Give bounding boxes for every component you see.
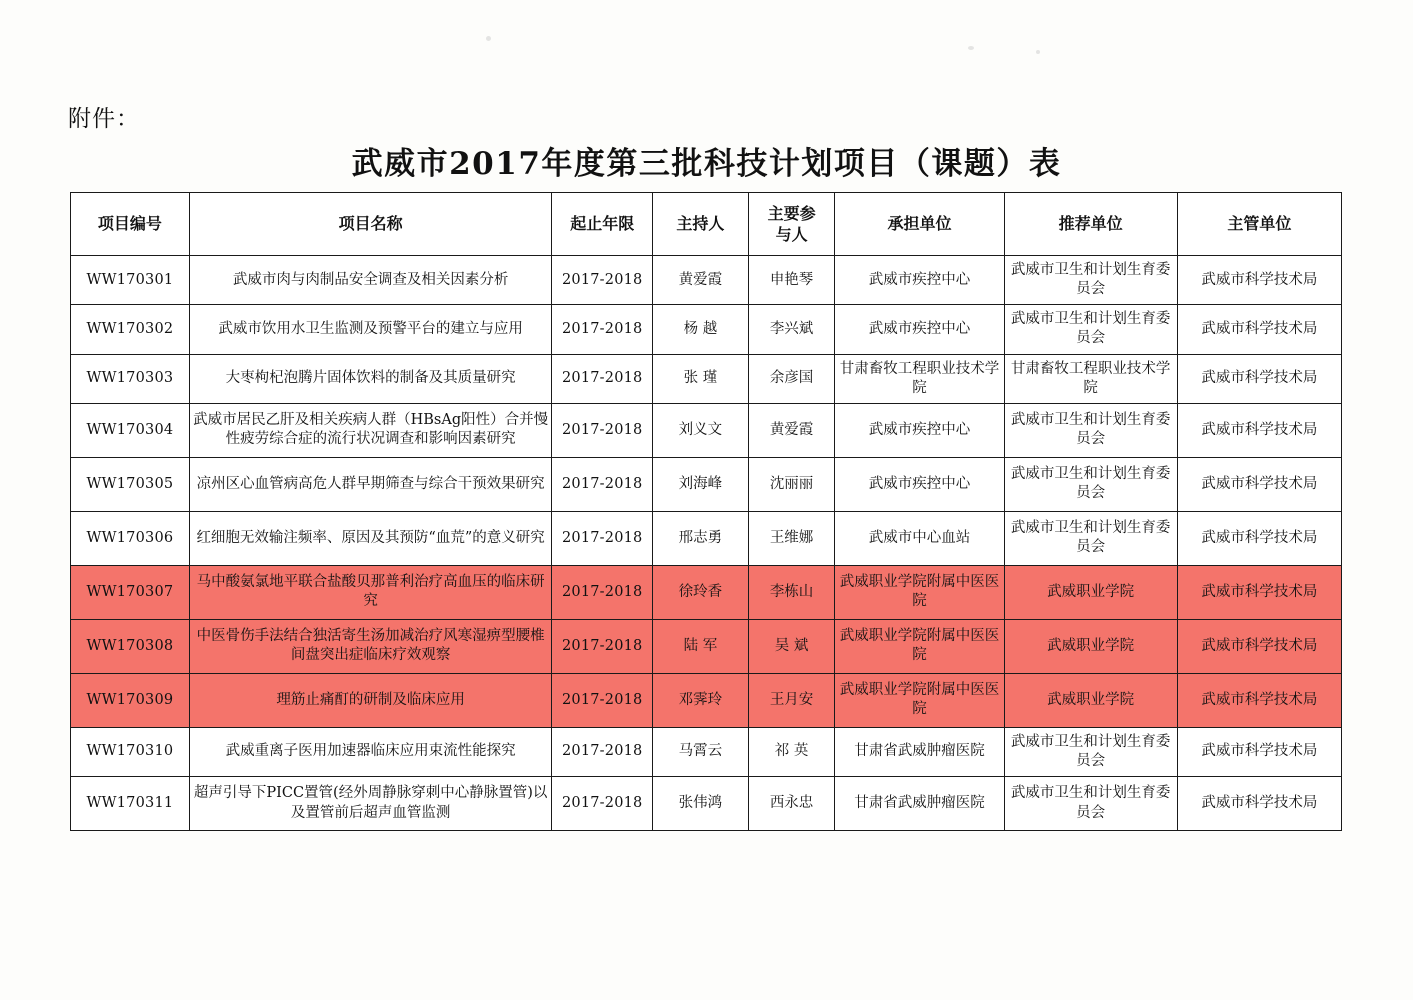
scan-speck — [486, 36, 491, 41]
cell-host: 徐玲香 — [653, 565, 749, 619]
cell-code: WW170311 — [71, 777, 190, 831]
table-row — [71, 777, 1342, 831]
cell-years: 2017-2018 — [552, 354, 653, 403]
cell-supervising: 武威市科学技术局 — [1177, 673, 1341, 727]
cell-recommending: 武威市卫生和计划生育委员会 — [1004, 305, 1177, 354]
cell-recommending: 武威职业学院 — [1004, 619, 1177, 673]
cell-host: 杨 越 — [653, 305, 749, 354]
table-row — [71, 727, 1342, 776]
cell-participant: 李栋山 — [748, 565, 835, 619]
cell-supervising: 武威市科学技术局 — [1177, 457, 1341, 511]
cell-undertaking: 武威市疾控中心 — [835, 457, 1004, 511]
table-row — [71, 354, 1342, 403]
table-row — [71, 511, 1342, 565]
cell-supervising: 武威市科学技术局 — [1177, 565, 1341, 619]
cell-supervising: 武威市科学技术局 — [1177, 619, 1341, 673]
table-row-highlighted — [71, 619, 1342, 673]
cell-name: 武威市居民乙肝及相关疾病人群（HBsAg阳性）合并慢性疲劳综合症的流行状况调查和影响因素研究 — [189, 403, 552, 457]
cell-code: WW170310 — [71, 727, 190, 776]
cell-host: 刘海峰 — [653, 457, 749, 511]
cell-undertaking: 甘肃畜牧工程职业技术学院 — [835, 354, 1004, 403]
cell-years: 2017-2018 — [552, 305, 653, 354]
cell-participant: 王月安 — [748, 673, 835, 727]
cell-participant: 吴 斌 — [748, 619, 835, 673]
cell-supervising: 武威市科学技术局 — [1177, 305, 1341, 354]
project-table-container — [70, 192, 1342, 831]
column-header-code: 项目编号 — [71, 193, 190, 256]
cell-host: 黄爱霞 — [653, 256, 749, 305]
cell-participant: 祁 英 — [748, 727, 835, 776]
cell-undertaking: 武威市疾控中心 — [835, 256, 1004, 305]
cell-years: 2017-2018 — [552, 256, 653, 305]
table-row-highlighted — [71, 673, 1342, 727]
cell-recommending: 武威市卫生和计划生育委员会 — [1004, 256, 1177, 305]
cell-years: 2017-2018 — [552, 727, 653, 776]
cell-code: WW170303 — [71, 354, 190, 403]
column-header-host: 主持人 — [653, 193, 749, 256]
cell-recommending: 武威市卫生和计划生育委员会 — [1004, 777, 1177, 831]
cell-recommending: 武威市卫生和计划生育委员会 — [1004, 511, 1177, 565]
cell-recommending: 甘肃畜牧工程职业技术学院 — [1004, 354, 1177, 403]
cell-name: 凉州区心血管病高危人群早期筛查与综合干预效果研究 — [189, 457, 552, 511]
cell-undertaking: 武威职业学院附属中医医院 — [835, 619, 1004, 673]
cell-years: 2017-2018 — [552, 673, 653, 727]
cell-participant: 余彦国 — [748, 354, 835, 403]
cell-supervising: 武威市科学技术局 — [1177, 403, 1341, 457]
column-header-name: 项目名称 — [189, 193, 552, 256]
cell-participant: 西永忠 — [748, 777, 835, 831]
column-header-participant — [748, 193, 835, 256]
cell-supervising: 武威市科学技术局 — [1177, 511, 1341, 565]
cell-code: WW170301 — [71, 256, 190, 305]
table-body — [71, 256, 1342, 831]
table-row — [71, 403, 1342, 457]
cell-code: WW170307 — [71, 565, 190, 619]
cell-undertaking: 甘肃省武威肿瘤医院 — [835, 777, 1004, 831]
cell-supervising: 武威市科学技术局 — [1177, 777, 1341, 831]
cell-code: WW170302 — [71, 305, 190, 354]
cell-name: 中医骨伤手法结合独活寄生汤加减治疗风寒湿痹型腰椎间盘突出症临床疗效观察 — [189, 619, 552, 673]
cell-years: 2017-2018 — [552, 777, 653, 831]
cell-years: 2017-2018 — [552, 565, 653, 619]
scan-speck — [1036, 50, 1040, 54]
cell-name: 武威市肉与肉制品安全调查及相关因素分析 — [189, 256, 552, 305]
cell-participant: 黄爱霞 — [748, 403, 835, 457]
cell-name: 理筋止痛酊的研制及临床应用 — [189, 673, 552, 727]
cell-undertaking: 武威市疾控中心 — [835, 305, 1004, 354]
project-table — [70, 192, 1342, 831]
attachment-label: 附件： — [68, 106, 140, 132]
cell-name: 马中酸氨氯地平联合盐酸贝那普利治疗高血压的临床研究 — [189, 565, 552, 619]
cell-name: 红细胞无效输注频率、原因及其预防“血荒”的意义研究 — [189, 511, 552, 565]
cell-participant: 王维娜 — [748, 511, 835, 565]
table-row — [71, 256, 1342, 305]
cell-participant: 沈丽丽 — [748, 457, 835, 511]
cell-participant: 李兴斌 — [748, 305, 835, 354]
cell-host: 张伟鸿 — [653, 777, 749, 831]
cell-recommending: 武威职业学院 — [1004, 673, 1177, 727]
cell-undertaking: 武威职业学院附属中医医院 — [835, 673, 1004, 727]
cell-code: WW170305 — [71, 457, 190, 511]
table-header-row — [71, 193, 1342, 256]
page-title: 武威市2017年度第三批科技计划项目（课题）表 — [351, 146, 1062, 182]
column-header-recommending: 推荐单位 — [1004, 193, 1177, 256]
table-row — [71, 457, 1342, 511]
cell-supervising: 武威市科学技术局 — [1177, 354, 1341, 403]
column-header-years: 起止年限 — [552, 193, 653, 256]
cell-recommending: 武威职业学院 — [1004, 565, 1177, 619]
cell-code: WW170309 — [71, 673, 190, 727]
cell-recommending: 武威市卫生和计划生育委员会 — [1004, 457, 1177, 511]
column-header-undertaking: 承担单位 — [835, 193, 1004, 256]
cell-host: 陆 军 — [653, 619, 749, 673]
cell-code: WW170304 — [71, 403, 190, 457]
cell-name: 武威重离子医用加速器临床应用束流性能探究 — [189, 727, 552, 776]
cell-undertaking: 武威市中心血站 — [835, 511, 1004, 565]
cell-undertaking: 武威职业学院附属中医医院 — [835, 565, 1004, 619]
cell-code: WW170306 — [71, 511, 190, 565]
column-header-supervising: 主管单位 — [1177, 193, 1341, 256]
cell-name: 超声引导下PICC置管(经外周静脉穿刺中心静脉置管)以及置管前后超声血管监测 — [189, 777, 552, 831]
cell-supervising: 武威市科学技术局 — [1177, 256, 1341, 305]
cell-name: 大枣枸杞泡腾片固体饮料的制备及其质量研究 — [189, 354, 552, 403]
table-row — [71, 305, 1342, 354]
cell-host: 马霄云 — [653, 727, 749, 776]
cell-undertaking: 甘肃省武威肿瘤医院 — [835, 727, 1004, 776]
cell-undertaking: 武威市疾控中心 — [835, 403, 1004, 457]
cell-years: 2017-2018 — [552, 457, 653, 511]
cell-host: 刘义文 — [653, 403, 749, 457]
cell-code: WW170308 — [71, 619, 190, 673]
cell-recommending: 武威市卫生和计划生育委员会 — [1004, 727, 1177, 776]
cell-host: 邓霁玲 — [653, 673, 749, 727]
table-row-highlighted — [71, 565, 1342, 619]
cell-host: 张 瑾 — [653, 354, 749, 403]
cell-participant: 申艳琴 — [748, 256, 835, 305]
cell-years: 2017-2018 — [552, 403, 653, 457]
scan-speck — [968, 46, 974, 50]
cell-name: 武威市饮用水卫生监测及预警平台的建立与应用 — [189, 305, 552, 354]
column-header-participant-line2: 与人 — [775, 225, 808, 244]
cell-host: 邢志勇 — [653, 511, 749, 565]
cell-years: 2017-2018 — [552, 619, 653, 673]
cell-years: 2017-2018 — [552, 511, 653, 565]
cell-supervising: 武威市科学技术局 — [1177, 727, 1341, 776]
column-header-participant-line1: 主要参 — [767, 203, 816, 223]
cell-recommending: 武威市卫生和计划生育委员会 — [1004, 403, 1177, 457]
